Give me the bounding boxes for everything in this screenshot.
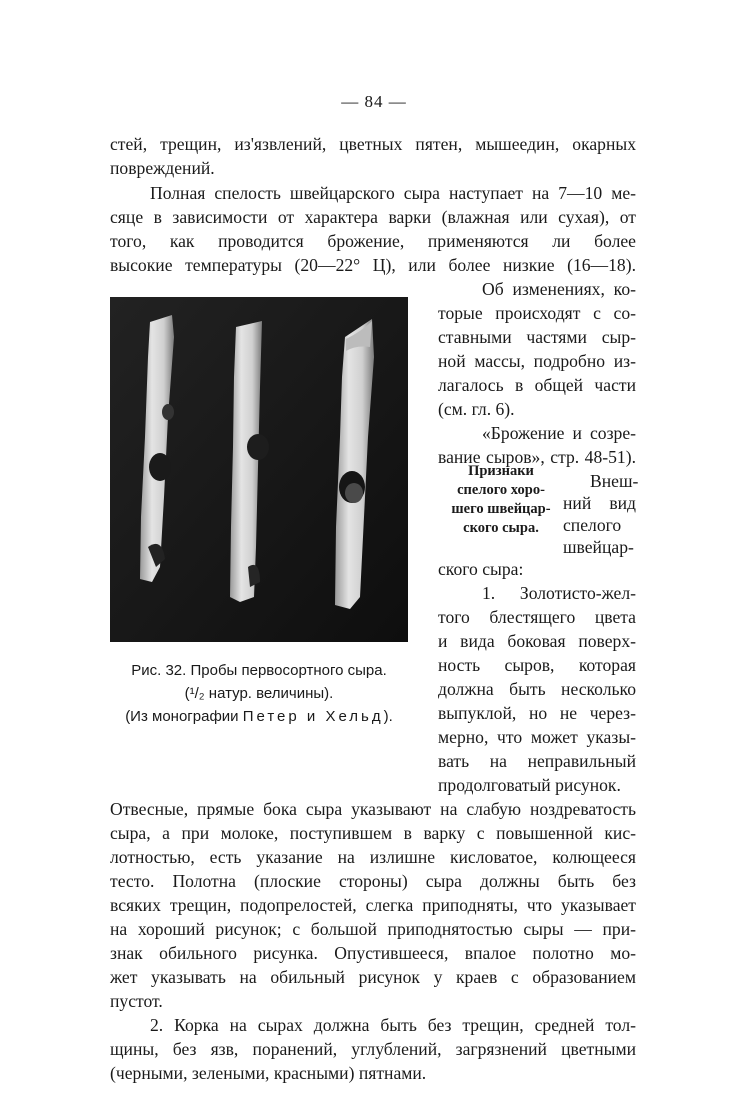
text-line: тесто. Полотна (плоские стороны) сыра должны быть без bbox=[110, 871, 636, 891]
text-line: мерно, что может указы- bbox=[438, 727, 636, 747]
text-line: спелого bbox=[563, 515, 622, 535]
text-line: ставными частями сыр- bbox=[438, 327, 636, 347]
text-line: ной массы, подробно из- bbox=[438, 351, 636, 371]
text-line: вать на неправильный bbox=[438, 751, 636, 771]
text-line: ского сыра: bbox=[438, 559, 524, 579]
figure-caption: Рис. 32. Пробы первосортного сыра. bbox=[131, 662, 387, 679]
text-line: сыра, а при молоке, поступившем в варку с повышенной кис- bbox=[110, 823, 636, 843]
text-line: (см. гл. 6). bbox=[438, 399, 515, 419]
text-line: 1. Золотисто-жел- bbox=[482, 583, 636, 603]
figure-caption-scale: (¹/₂ натур. величины). bbox=[184, 685, 334, 702]
text-line: знак обильного рисунка. Опустившееся, впалое полотно мо- bbox=[110, 943, 636, 963]
text-line: Об изменениях, ко- bbox=[482, 279, 636, 299]
text-line: продолговатый рисунок. bbox=[438, 775, 621, 795]
caption-source-authors: Петер и Хельд bbox=[242, 708, 384, 725]
caption-source-suffix: ). bbox=[383, 708, 393, 725]
text-line: ний вид bbox=[563, 493, 636, 513]
text-line: ность сыров, которая bbox=[438, 655, 636, 675]
text-line: (черными, зелеными, красными) пятнами. bbox=[110, 1063, 427, 1083]
sidenote-line: спелого хоро- bbox=[457, 482, 545, 498]
page-number: — 84 — bbox=[341, 92, 407, 111]
text-line: швейцар- bbox=[563, 537, 634, 557]
text-line: того, как проводится брожение, применяются ли более bbox=[110, 231, 636, 251]
text-line: всяких трещин, подопрелостей, слегка приподняты, что указывает bbox=[110, 895, 636, 915]
text-line: пустот. bbox=[110, 991, 163, 1011]
text-line: стей, трещин, из'язвлений, цветных пятен, мышеедин, окарных bbox=[110, 134, 636, 154]
text-line: Внеш- bbox=[590, 471, 639, 491]
text-line: лотностью, есть указание на излишне кисловатое, колющееся bbox=[110, 847, 636, 867]
text-line: Полная спелость швейцарского сыра наступает на 7—10 ме- bbox=[150, 183, 636, 203]
text-line: щины, без язв, поранений, углублений, загрязнений цветными bbox=[110, 1039, 636, 1059]
text-line: высокие температуры (20—22° Ц), или более низкие (16—18). bbox=[110, 255, 636, 275]
text-line: жет указывать на обильный рисунок у краев с образованием bbox=[110, 967, 636, 987]
text-line: на хороший рисунок; с большой приподнятостью сыры — при- bbox=[110, 919, 636, 939]
text-line: 2. Корка на сырах должна быть без трещин, средней тол- bbox=[150, 1015, 636, 1035]
text-line: сяце в зависимости от характера варки (влажная или сухая), от bbox=[110, 207, 636, 227]
cheese-samples-photo bbox=[110, 297, 408, 642]
text-line: вание сыров», стр. 48-51). bbox=[438, 447, 636, 467]
caption-source-prefix: (Из монографии bbox=[125, 708, 239, 725]
text-line: Отвесные, прямые бока сыра указывают на слабую ноздреватость bbox=[110, 799, 636, 819]
text-line: повреждений. bbox=[110, 158, 215, 178]
text-line: должна быть несколько bbox=[438, 679, 636, 699]
sidenote-line: ского сыра. bbox=[463, 520, 539, 536]
sidenote-line: шего швейцар- bbox=[451, 501, 551, 517]
figure-caption-source bbox=[110, 706, 408, 728]
text-line: торые происходят с со- bbox=[438, 303, 636, 323]
text-line: лагалось в общей части bbox=[438, 375, 636, 395]
text-line: выпуклой, но не через- bbox=[438, 703, 636, 723]
text-line: «Брожение и созре- bbox=[482, 423, 636, 443]
text-line: того блестящего цвета bbox=[438, 607, 636, 627]
text-line: и вида боковая поверх- bbox=[438, 631, 636, 651]
sidenote-line: Признаки bbox=[468, 463, 534, 479]
